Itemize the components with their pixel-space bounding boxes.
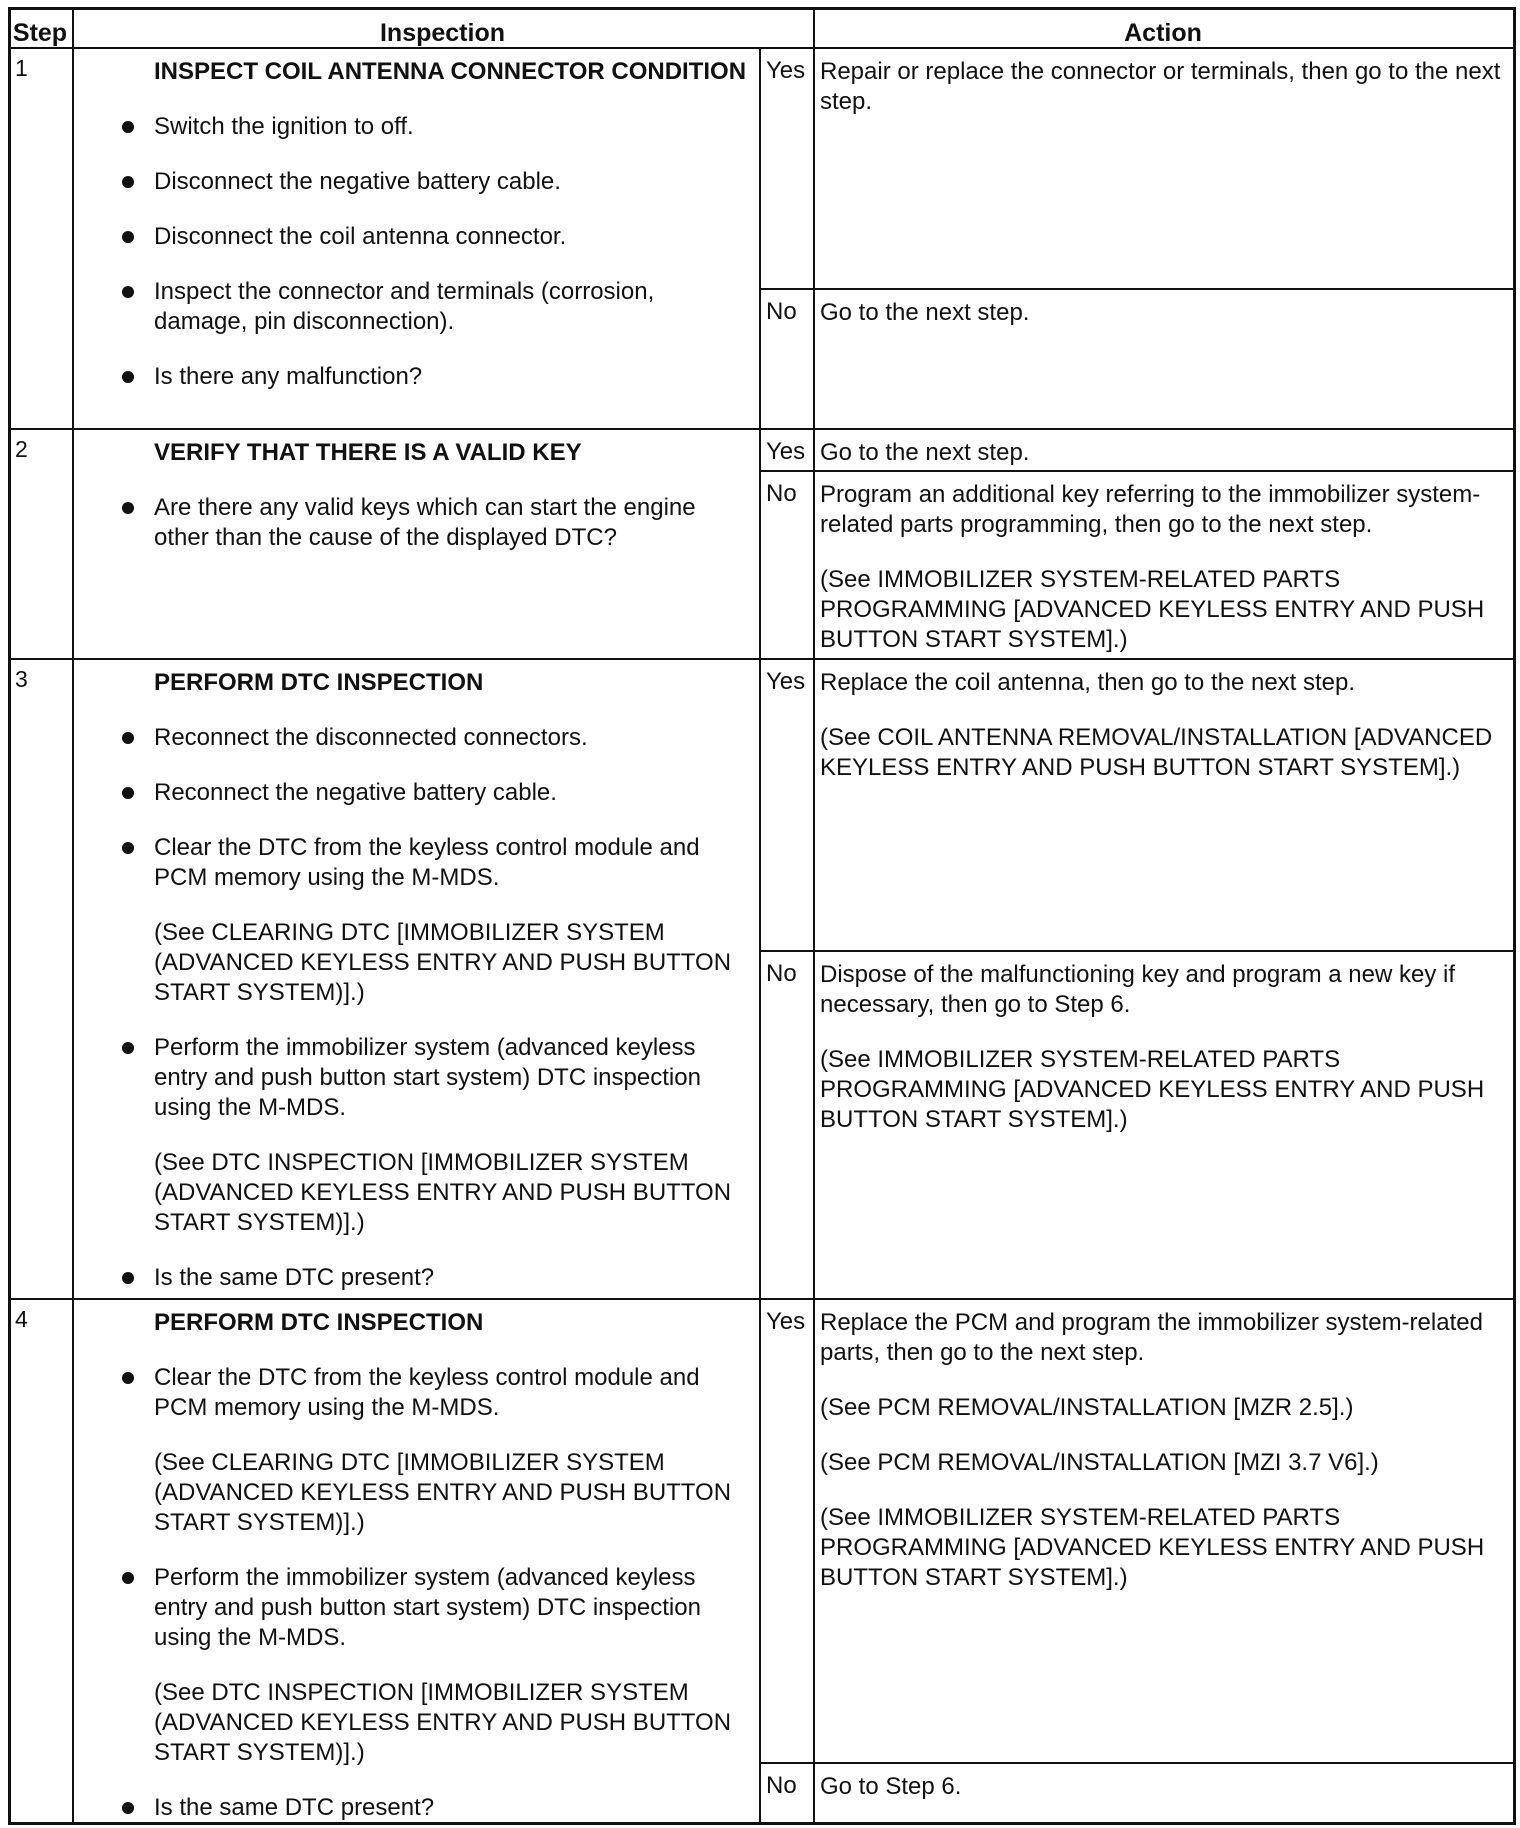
action-text: Repair or replace the connector or terminals, then go to the next step. (820, 58, 1501, 115)
action-text: (See PCM REMOVAL/INSTALLATION [MZR 2.5].) (820, 1394, 1354, 1421)
bullet-text: Reconnect the disconnected connectors. (154, 724, 588, 751)
step-number: 1 (15, 55, 28, 81)
action-text: Dispose of the malfunctioning key and program a new key if necessary, then go to Step 6. (820, 961, 1456, 1018)
yes-label: Yes (766, 438, 806, 465)
bullet-text: Reconnect the negative battery cable. (154, 779, 557, 806)
inspection-cell (72, 658, 759, 1298)
yes-label: Yes (766, 668, 806, 695)
bullet-dot-icon (122, 1272, 134, 1284)
action-text: (See COIL ANTENNA REMOVAL/INSTALLATION [ADVANCED KEYLESS ENTRY AND PUSH BUTTON START SYSTEM].) (820, 724, 1493, 781)
yes-action-cell (813, 658, 1513, 950)
inspection-bullet (72, 1563, 749, 1653)
header-inspection: Inspection (379, 19, 505, 47)
bullet-text: Perform the immobilizer system (advanced keyless entry and push button start system) DTC inspection using the M-MDS. (154, 1034, 701, 1121)
no-label: No (766, 480, 797, 507)
inspection-cell (72, 1298, 759, 1822)
action-text: Go to the next step. (820, 299, 1030, 326)
bullet-text: Is the same DTC present? (154, 1264, 435, 1291)
bullet-text: Switch the ignition to off. (154, 113, 414, 140)
inspection-cell (72, 428, 759, 658)
no-label: No (766, 1772, 797, 1799)
reference-note: (See DTC INSPECTION [IMMOBILIZER SYSTEM (ADVANCED KEYLESS ENTRY AND PUSH BUTTON START SYSTEM)].) (154, 1679, 732, 1766)
bullet-text: Perform the immobilizer system (advanced keyless entry and push button start system) DTC inspection using the M-MDS. (154, 1564, 701, 1651)
action-text: Replace the PCM and program the immobilizer system-related parts, then go to the next step. (820, 1309, 1483, 1366)
inspection-bullet (72, 723, 749, 753)
table-bottom-border (8, 1822, 1516, 1825)
step-number: 4 (15, 1306, 28, 1332)
action-text: (See IMMOBILIZER SYSTEM-RELATED PARTS PROGRAMMING [ADVANCED KEYLESS ENTRY AND PUSH BUTTON START SYSTEM].) (820, 1046, 1485, 1133)
bullet-dot-icon (122, 176, 134, 188)
bullet-text: Inspect the connector and terminals (corrosion, damage, pin disconnection). (154, 278, 655, 335)
bullet-dot-icon (122, 121, 134, 133)
yes-label: Yes (766, 57, 806, 84)
step-heading: PERFORM DTC INSPECTION (154, 1309, 484, 1336)
yes-action-cell (813, 47, 1513, 288)
step-number: 3 (15, 666, 28, 692)
no-action-cell (813, 1762, 1513, 1822)
header-step: Step (12, 19, 68, 47)
inspection-cell (72, 47, 759, 428)
inspection-bullet (72, 1033, 749, 1123)
bullet-dot-icon (122, 787, 134, 799)
bullet-text: Disconnect the negative battery cable. (154, 168, 561, 195)
table-left-border (8, 7, 11, 1825)
yes-no-divider (759, 1762, 1513, 1764)
bullet-dot-icon (122, 231, 134, 243)
bullet-text: Is the same DTC present? (154, 1794, 435, 1821)
inspection-bullet (72, 1263, 749, 1293)
action-text: (See IMMOBILIZER SYSTEM-RELATED PARTS PROGRAMMING [ADVANCED KEYLESS ENTRY AND PUSH BUTTON START SYSTEM].) (820, 566, 1485, 653)
bullet-dot-icon (122, 842, 134, 854)
action-text: Replace the coil antenna, then go to the next step. (820, 669, 1356, 696)
bullet-dot-icon (122, 502, 134, 514)
yes-no-divider (759, 950, 1513, 952)
yes-action-cell (813, 428, 1513, 470)
bullet-text: Is there any malfunction? (154, 363, 423, 390)
action-text: Go to the next step. (820, 439, 1030, 466)
column-rule (813, 7, 815, 1822)
step-heading: INSPECT COIL ANTENNA CONNECTOR CONDITION (154, 58, 747, 85)
inspection-bullet (72, 1363, 749, 1423)
bullet-dot-icon (122, 371, 134, 383)
inspection-bullet (72, 222, 749, 252)
inspection-bullet (72, 493, 749, 553)
reference-note: (See CLEARING DTC [IMMOBILIZER SYSTEM (ADVANCED KEYLESS ENTRY AND PUSH BUTTON START SYSTEM)].) (154, 1449, 732, 1536)
inspection-bullet (72, 362, 749, 392)
bullet-dot-icon (122, 1572, 134, 1584)
bullet-dot-icon (122, 732, 134, 744)
inspection-bullet (72, 833, 749, 893)
step-number: 2 (15, 436, 28, 462)
action-text: Program an additional key referring to the immobilizer system-related parts programming, then go to the next step. (820, 481, 1481, 538)
yes-action-cell (813, 1298, 1513, 1762)
inspection-bullet (72, 277, 749, 337)
bullet-dot-icon (122, 1372, 134, 1384)
header-action: Action (1124, 19, 1202, 47)
table-right-border (1513, 7, 1516, 1825)
bullet-text: Are there any valid keys which can start the engine other than the cause of the displayed DTC? (154, 494, 696, 551)
no-action-cell (813, 470, 1513, 658)
step-heading: VERIFY THAT THERE IS A VALID KEY (154, 439, 582, 466)
action-text: Go to Step 6. (820, 1773, 962, 1800)
bullet-dot-icon (122, 1802, 134, 1814)
bullet-dot-icon (122, 1042, 134, 1054)
yes-no-divider (759, 470, 1513, 472)
bullet-text: Clear the DTC from the keyless control module and PCM memory using the M-MDS. (154, 834, 700, 891)
reference-note: (See DTC INSPECTION [IMMOBILIZER SYSTEM (ADVANCED KEYLESS ENTRY AND PUSH BUTTON START SYSTEM)].) (154, 1149, 732, 1236)
bullet-text: Disconnect the coil antenna connector. (154, 223, 567, 250)
no-label: No (766, 960, 797, 987)
inspection-bullet (72, 167, 749, 197)
no-label: No (766, 298, 797, 325)
no-action-cell (813, 288, 1513, 428)
inspection-bullet (72, 778, 749, 808)
action-text: (See PCM REMOVAL/INSTALLATION [MZI 3.7 V6].) (820, 1449, 1379, 1476)
column-rule (72, 7, 74, 1822)
no-action-cell (813, 950, 1513, 1298)
reference-note: (See CLEARING DTC [IMMOBILIZER SYSTEM (ADVANCED KEYLESS ENTRY AND PUSH BUTTON START SYSTEM)].) (154, 919, 732, 1006)
action-text: (See IMMOBILIZER SYSTEM-RELATED PARTS PROGRAMMING [ADVANCED KEYLESS ENTRY AND PUSH BUTTON START SYSTEM].) (820, 1504, 1485, 1591)
step-heading: PERFORM DTC INSPECTION (154, 669, 484, 696)
column-rule (759, 47, 761, 1822)
yes-no-divider (759, 288, 1513, 290)
table-top-border (8, 7, 1516, 10)
inspection-bullet (72, 1793, 749, 1823)
bullet-text: Clear the DTC from the keyless control module and PCM memory using the M-MDS. (154, 1364, 700, 1421)
inspection-bullet (72, 112, 749, 142)
yes-label: Yes (766, 1308, 806, 1335)
bullet-dot-icon (122, 286, 134, 298)
